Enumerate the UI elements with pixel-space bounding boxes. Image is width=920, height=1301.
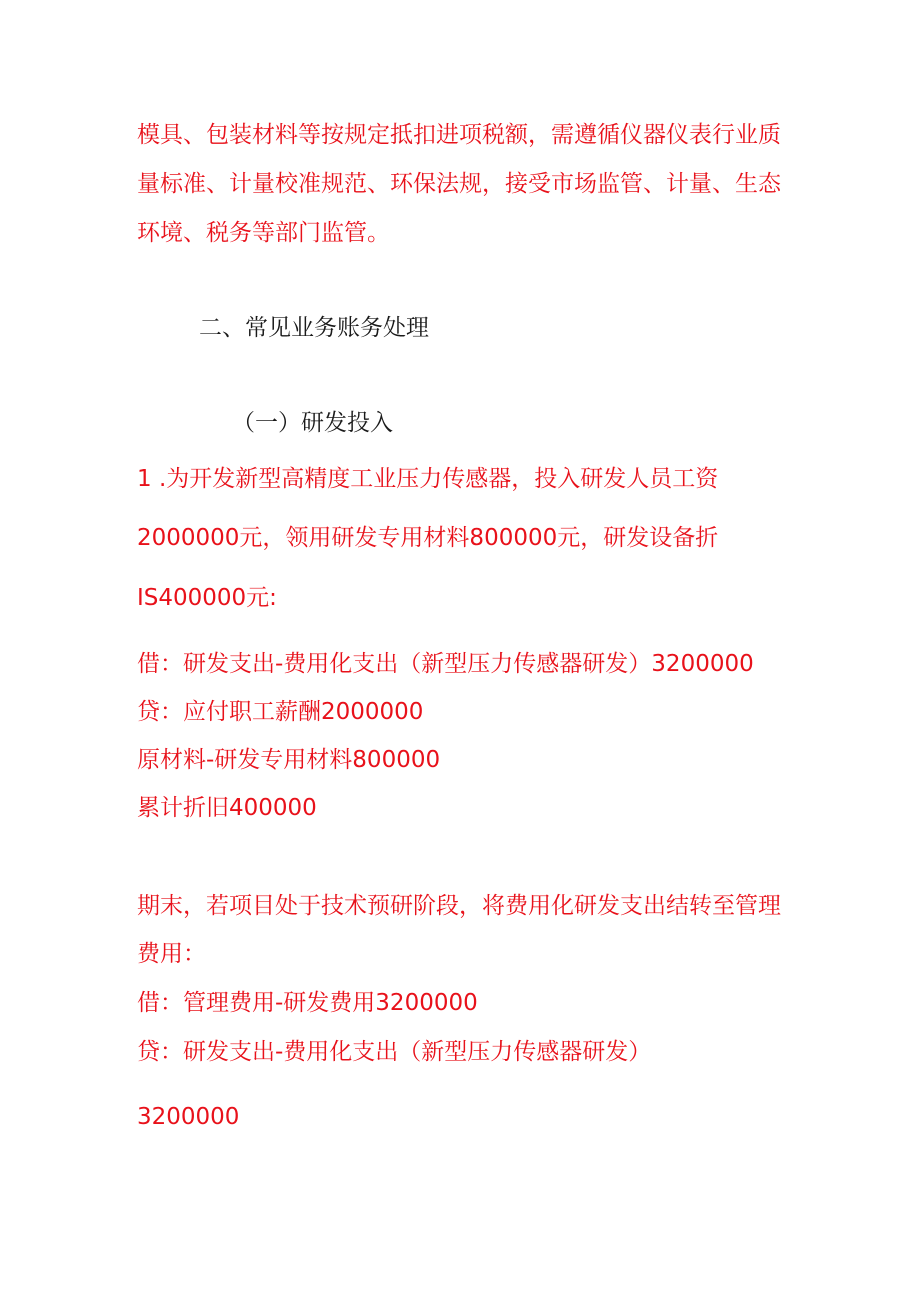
entry1-credit-2: 原材料-研发专用材料800000 <box>137 747 441 773</box>
entry1-credit-3: 累计折旧400000 <box>137 795 317 821</box>
period-end-line-2: 费用： <box>137 941 206 967</box>
item1-line-2: 2000000元，领用研发专用材料800000元，研发设备折 <box>137 525 719 551</box>
entry2-credit: 贷：研发支出-费用化支出（新型压力传感器研发） <box>137 1039 652 1065</box>
intro-line-1: 模具、包装材料等按规定抵扣进项税额，需遵循仪器仪表行业质 <box>137 122 781 148</box>
entry1-credit: 贷：应付职工薪酬2000000 <box>137 699 424 725</box>
entry2-amount: 3200000 <box>137 1104 240 1130</box>
intro-line-2: 量标准、计量校准规范、环保法规，接受市场监管、计量、生态 <box>137 171 781 197</box>
subsection-heading: （一）研发投入 <box>232 410 393 436</box>
item1-line-1: 1 .为开发新型高精度工业压力传感器，投入研发人员工资 <box>137 466 719 492</box>
period-end-line-1: 期末，若项目处于技术预研阶段，将费用化研发支出结转至管理 <box>137 893 781 919</box>
item1-line-3: IS400000元: <box>137 585 277 611</box>
section-heading: 二、常见业务账务处理 <box>199 315 429 341</box>
entry1-debit: 借：研发支出-费用化支出（新型压力传感器研发）3200000 <box>137 651 754 677</box>
entry2-debit: 借：管理费用-研发费用3200000 <box>137 990 478 1016</box>
intro-line-3: 环境、税务等部门监管。 <box>137 220 390 246</box>
